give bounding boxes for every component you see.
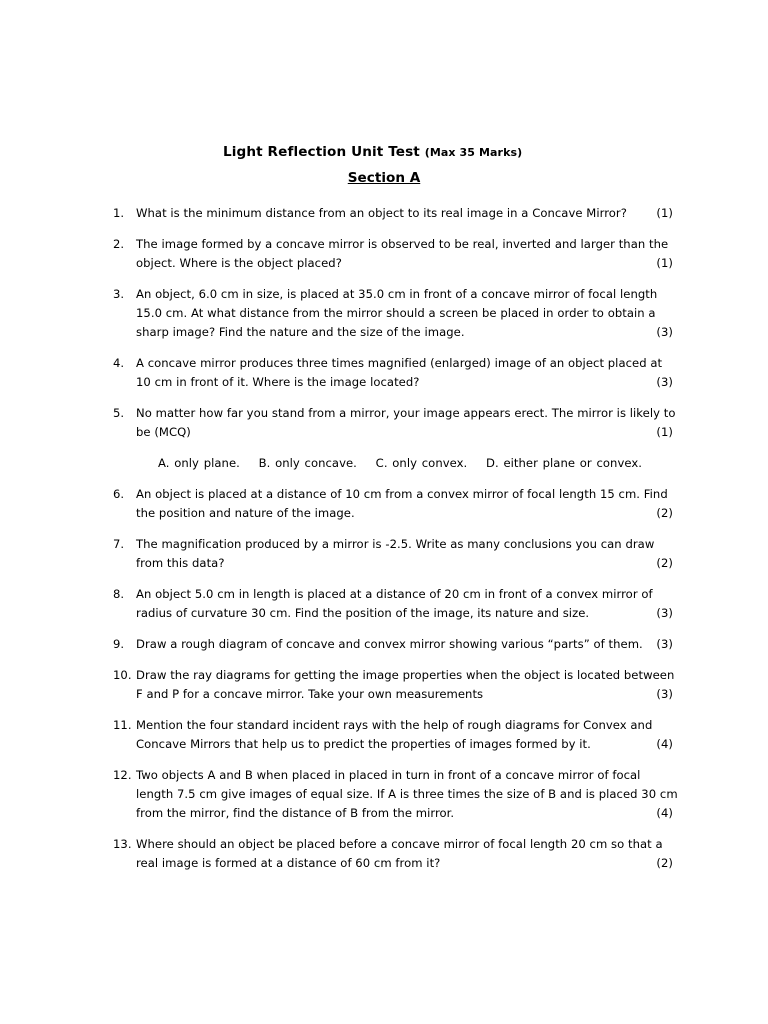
question-1	[113, 204, 679, 223]
question-text-wrap	[136, 485, 679, 523]
test-title	[223, 144, 522, 160]
question-number: 8.	[113, 587, 125, 601]
question-list	[113, 204, 679, 885]
question-marks: (1)	[656, 206, 673, 220]
question-number: 12.	[113, 768, 132, 782]
question-number: 1.	[113, 206, 125, 220]
question-marks: (1)	[656, 256, 673, 270]
question-marks: (4)	[656, 806, 673, 820]
question-12	[113, 766, 679, 823]
question-number: 10.	[113, 668, 132, 682]
question-text: The image formed by a concave mirror is observed to be real, inverted and larger than the object. Where is the object placed?	[136, 237, 669, 270]
test-title-text: Light Reflection Unit Test	[223, 144, 420, 160]
question-text: The magnification produced by a mirror is -2.5. Write as many conclusions you can draw from this data?	[136, 537, 655, 570]
question-text: An object, 6.0 cm in size, is placed at 35.0 cm in front of a concave mirror of focal length 15.0 cm. At what distance from the mirror should a screen be placed in order to obtain a sharp image? Find the nature and the size of the image.	[136, 287, 658, 339]
mcq-option-a: A. only plane.	[158, 456, 240, 470]
question-text-wrap	[136, 666, 679, 704]
question-number: 11.	[113, 718, 132, 732]
question-text-wrap	[136, 585, 679, 623]
question-marks: (1)	[656, 425, 673, 439]
question-11	[113, 716, 679, 754]
question-marks: (3)	[656, 637, 673, 651]
question-marks: (4)	[656, 737, 673, 751]
question-text: Where should an object be placed before a concave mirror of focal length 20 cm so that a real image is formed at a distance of 60 cm from it?	[136, 837, 663, 870]
question-marks: (3)	[656, 606, 673, 620]
question-text: An object is placed at a distance of 10 cm from a convex mirror of focal length 15 cm. Find the position and nature of the image.	[136, 487, 668, 520]
mcq-options	[158, 454, 701, 473]
question-3	[113, 285, 679, 342]
question-number: 13.	[113, 837, 132, 851]
question-marks: (3)	[656, 375, 673, 389]
question-marks: (3)	[656, 687, 673, 701]
question-10	[113, 666, 679, 704]
mcq-option-b: B. only concave.	[258, 456, 357, 470]
question-text: Two objects A and B when placed in placed in turn in front of a concave mirror of focal length 7.5 cm give images of equal size. If A is three times the size of B and is placed 30 cm from the mirror, find the distance of B from the mirror.	[136, 768, 678, 820]
max-marks: (Max 35 Marks)	[424, 146, 523, 159]
question-text: No matter how far you stand from a mirror, your image appears erect. The mirror is likely to be (MCQ)	[136, 406, 676, 439]
question-6	[113, 485, 679, 523]
question-number: 9.	[113, 637, 125, 651]
mcq-option-d: D. either plane or convex.	[486, 456, 642, 470]
mcq-option-c: C. only convex.	[375, 456, 468, 470]
question-text-wrap	[136, 285, 679, 342]
question-text: Mention the four standard incident rays with the help of rough diagrams for Convex and Concave Mirrors that help us to predict the properties of images formed by it.	[136, 718, 653, 751]
question-7	[113, 535, 679, 573]
question-text: What is the minimum distance from an object to its real image in a Concave Mirror?	[136, 206, 627, 220]
question-text-wrap	[136, 716, 679, 754]
question-text-wrap	[136, 535, 679, 573]
question-text-wrap	[136, 835, 679, 873]
question-marks: (2)	[656, 556, 673, 570]
question-9	[113, 635, 679, 654]
question-number: 2.	[113, 237, 125, 251]
question-text: Draw a rough diagram of concave and convex mirror showing various “parts” of them.	[136, 637, 643, 651]
section-heading: Section A	[347, 170, 421, 186]
question-5	[113, 404, 679, 473]
question-number: 6.	[113, 487, 125, 501]
question-text-wrap	[136, 404, 679, 442]
question-2	[113, 235, 679, 273]
question-number: 5.	[113, 406, 125, 420]
question-text-wrap	[136, 354, 679, 392]
question-number: 3.	[113, 287, 125, 301]
question-marks: (2)	[656, 856, 673, 870]
question-text: An object 5.0 cm in length is placed at a distance of 20 cm in front of a convex mirror of radius of curvature 30 cm. Find the position of the image, its nature and size.	[136, 587, 653, 620]
question-4	[113, 354, 679, 392]
question-text-wrap	[136, 235, 679, 273]
question-8	[113, 585, 679, 623]
question-text: A concave mirror produces three times magnified (enlarged) image of an object placed at 10 cm in front of it. Where is the image located?	[136, 356, 663, 389]
question-marks: (3)	[656, 325, 673, 339]
question-number: 4.	[113, 356, 125, 370]
question-13	[113, 835, 679, 873]
question-number: 7.	[113, 537, 125, 551]
question-marks: (2)	[656, 506, 673, 520]
question-text-wrap	[136, 766, 679, 823]
question-text: Draw the ray diagrams for getting the image properties when the object is located between F and P for a concave mirror. Take your own measurements	[136, 668, 675, 701]
